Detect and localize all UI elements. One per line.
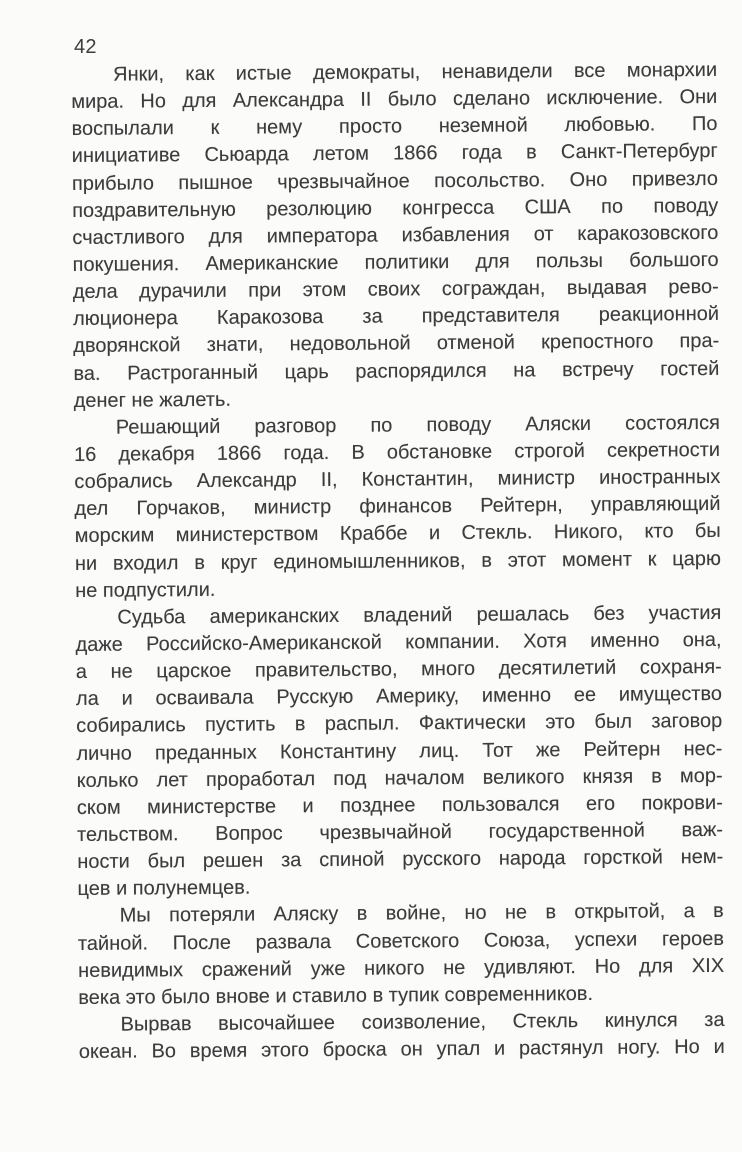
text-line: денег не жалеть. (73, 388, 232, 412)
paragraph (71, 57, 720, 415)
text-line: инициативе Сьюарда летом 1866 года в Санкт-Петербург (71, 140, 718, 168)
text-line: тельством. Вопрос чрезвычайной государственной важ- (76, 818, 724, 846)
text-line: прибыло пышное чрезвычайное посольство. Оно привезло (71, 167, 719, 195)
text-line: Мы потеряли Аляску в войне, но не в открытой, а в (119, 900, 724, 928)
text-line: Решающий разговор по поводу Аляски состоялся (115, 411, 720, 439)
paragraph (78, 1007, 724, 1066)
text-line: цев и полунемцев. (77, 876, 251, 901)
paragraph (74, 410, 721, 605)
text-line: мира. Но для Александра II было сделано исключение. Они (71, 86, 718, 114)
text-line: Янки, как истые демократы, ненавидели все монархии (113, 58, 718, 86)
text-line: морским министерством Краббе и Стекль. Никого, кто бы (74, 520, 721, 548)
text-line: ла и осваивала Русскую Америку, именно ее имущество (75, 683, 723, 711)
text-line: колько лет проработал под началом великого князя в мор- (76, 764, 723, 792)
text-line: поздравительную резолюцию конгресса США по поводу (72, 194, 719, 222)
text-line: ни входил в круг единомышленников, в этот момент к царю (74, 547, 722, 575)
text-line: лично преданных Константину лиц. Тот же Рейтерн нес- (76, 737, 723, 765)
paragraph (75, 600, 723, 904)
page-number: 42 (74, 36, 97, 58)
text-line: ности был решен за спиной русского народа горсткой нем- (77, 845, 724, 874)
text-line: счастливого для императора избавления от каракозовского (72, 221, 719, 249)
text-line: дела дурачили при этом своих сограждан, выдавая рево- (72, 276, 719, 304)
page-text (71, 57, 725, 1066)
text-line: века это было внове и ставило в тупик современников. (78, 982, 594, 1009)
text-line: Вырвав высочайшее соизволение, Стекль кинулся за (120, 1008, 725, 1036)
text-line: Судьба американских владений решалась без участия (117, 601, 722, 629)
text-line: собирались пустить в распыл. Фактически это был заговор (76, 710, 723, 738)
text-line: невидимых сражений уже никого не удивляют. Но для XIX (78, 954, 725, 982)
text-line: не подпустили. (75, 578, 216, 602)
text-line: люционера Каракозова за представителя реакционной (72, 303, 720, 331)
text-line: даже Российско-Американской компании. Хотя именно она, (75, 628, 722, 656)
text-line: ском министерстве и позднее пользовался его покрови- (76, 791, 723, 819)
text-line: дел Горчаков, министр финансов Рейтерн, управляющий (74, 493, 721, 521)
paragraph (78, 898, 725, 1012)
text-line: а не царское правительство, много десятилетий сохраня- (75, 656, 722, 684)
text-line: тайной. После развала Советского Союза, успехи героев (77, 927, 724, 955)
text-line: покушения. Американские политики для пользы большого (72, 248, 719, 276)
text-line: 16 декабря 1866 года. В обстановке строгой секретности (73, 438, 721, 466)
text-line: океан. Во время этого броска он упал и растянул ногу. Но и (78, 1035, 725, 1064)
text-line: ва. Растроганный царь распорядился на встречу гостей (73, 357, 720, 385)
text-line: собрались Александр II, Константин, министр иностранных (74, 466, 721, 494)
text-line: воспылали к нему просто неземной любовью. По (71, 113, 718, 141)
text-line: дворянской знати, недовольной отменой крепостного пра- (73, 330, 720, 358)
